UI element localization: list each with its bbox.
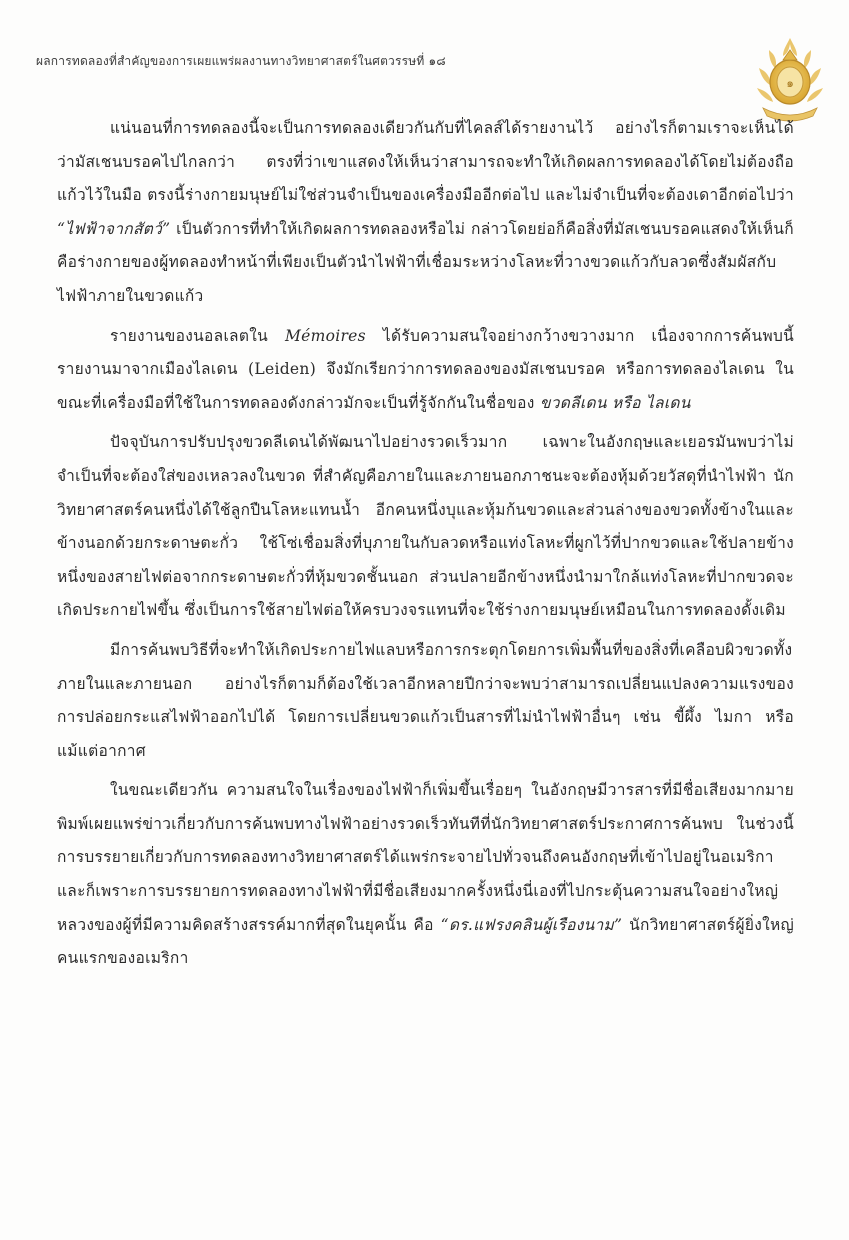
paragraph [57,774,794,976]
svg-text:๑: ๑ [786,76,794,90]
ministry-seal-icon [753,36,827,122]
text-run: มีการค้นพบวิธีที่จะทำให้เกิดประกายไฟแลบหรือการกระตุกโดยการเพิ่มพื้นที่ของสิ่งที่เคลือบผิวขวดทั้งภายในและภายนอก อย่างไรก็ตามก็ต้องใช้เวลาอีกหลายปีกว่าจะพบว่าสามารถเปลี่ยนแปลงความแรงของการปล่อยกระแสไฟฟ้าออกไปได้ โดยการเปลี่ยนขวดแก้วเป็นสารที่ไม่นำไฟฟ้าอื่นๆ เช่น ขี้ผึ้ง ไมกา หรือแม้แต่อากาศ [57,640,794,760]
text-run: รายงานของนอลเลตใน [110,326,285,345]
running-header: ผลการทดลองที่สำคัญของการเผยแพร่ผลงานทางวิทยาศาสตร์ในศตวรรษที่ ๑๘ [36,54,446,68]
text-run: แน่นอนที่การทดลองนี้จะเป็นการทดลองเดียวกันกับที่ไคลส์ได้รายงานไว้ อย่างไรก็ตามเราจะเห็นได้ว่ามัสเชนบรอคไปไกลกว่า ตรงที่ว่าเขาแสดงให้เห็นว่าสามารถจะทำให้เกิดผลการทดลองได้โดยไม่ต้องถือแก้วไว้ในมือ ตรงนี้ร่างกายมนุษย์ไม่ใช่ส่วนจำเป็นของเครื่องมืออีกต่อไป และไม่จำเป็นที่จะต้องเดาอีกต่อไปว่า [57,119,794,205]
emphasis-text: Mémoires [284,326,366,345]
text-run: ในขณะเดียวกัน ความสนใจในเรื่องของไฟฟ้าก็เพิ่มขึ้นเรื่อยๆ ในอังกฤษมีวารสารที่มีชื่อเสียงมากมายพิมพ์เผยแพร่ข่าวเกี่ยวกับการค้นพบทางไฟฟ้าอย่างรวดเร็วทันทีที่นักวิทยาศาสตร์ประกาศการค้นพบ ในช่วงนี้การบรรยายเกี่ยวกับการทดลองทางวิทยาศาสตร์ได้แพร่กระจายไปทั่วจนถึงคนอังกฤษที่เข้าไปอยู่ในอเมริกา และก็เพราะการบรรยายการทดลองทางไฟฟ้าที่มีชื่อเสียงมากครั้งหนึ่งนี่เองที่ไปกระตุ้นความสนใจอย่างใหญ่หลวงของผู้ที่มีความคิดสร้างสรรค์มากที่สุดในยุคนั้น คือ [57,781,794,934]
emphasis-text: “ดร.แฟรงคลินผู้เรืองนาม” [440,915,623,934]
emphasis-text: “ไฟฟ้าจากสัตว์” [57,219,171,238]
emphasis-text: ขวดลีเดน หรือ ไลเดน [539,393,691,412]
text-run: ปัจจุบันการปรับปรุงขวดลีเดนได้พัฒนาไปอย่างรวดเร็วมาก เฉพาะในอังกฤษและเยอรมันพบว่าไม่จำเป็นที่จะต้องใส่ของเหลวลงในขวด ที่สำคัญคือภายในและภายนอกภาชนะจะต้องหุ้มด้วยวัสดุที่นำไฟฟ้า นักวิทยาศาสตร์คนหนึ่งได้ใช้ลูกปืนโลหะแทนน้ำ อีกคนหนึ่งบุและหุ้มก้นขวดและส่วนล่างของขวดทั้งข้างในและข้างนอกด้วยกระดาษตะกั่ว ใช้โซ่เชื่อมสิ่งที่บุภายในกับลวดหรือแท่งโลหะที่ผูกไว้ที่ปากขวดและใช้ปลายข้างหนึ่งของสายไฟต่อจากกระดาษตะกั่วที่หุ้มขวดชั้นนอก ส่วนปลายอีกข้างหนึ่งนำมาใกล้แท่งโลหะที่ปากขวดจะเกิดประกายไฟขึ้น ซึ่งเป็นการใช้สายไฟต่อให้ครบวงจรแทนที่จะใช้ร่างกายมนุษย์เหมือนในการทดลองดั้งเดิม [57,433,794,620]
paragraph [57,112,794,314]
paragraph [57,634,794,768]
document-body [57,112,794,982]
paragraph [57,426,794,628]
text-run: ได้รับความสนใจอย่างกว้างขวางมาก เนื่องจากการค้นพบนี้รายงานมาจากเมืองไลเดน (Leiden) จึงมักเรียกว่าการทดลองของมัสเชนบรอค หรือการทดลองไลเดน ในขณะที่เครื่องมือที่ใช้ในการทดลองดังกล่าวมักจะเป็นที่รู้จักกันในชื่อของ [57,326,794,412]
text-run: นักวิทยาศาสตร์ผู้ยิ่งใหญ่คนแรกของอเมริกา [57,915,794,968]
text-run: เป็นตัวการที่ทำให้เกิดผลการทดลองหรือไม่ กล่าวโดยย่อก็คือสิ่งที่มัสเชนบรอคแสดงให้เห็นก็คือร่างกายของผู้ทดลองทำหน้าที่เพียงเป็นตัวนำไฟฟ้าที่เชื่อมระหว่างโลหะที่วางขวดแก้วกับลวดซึ่งสัมผัสกับไฟฟ้าภายในขวดแก้ว [57,219,794,305]
paragraph [57,320,794,421]
